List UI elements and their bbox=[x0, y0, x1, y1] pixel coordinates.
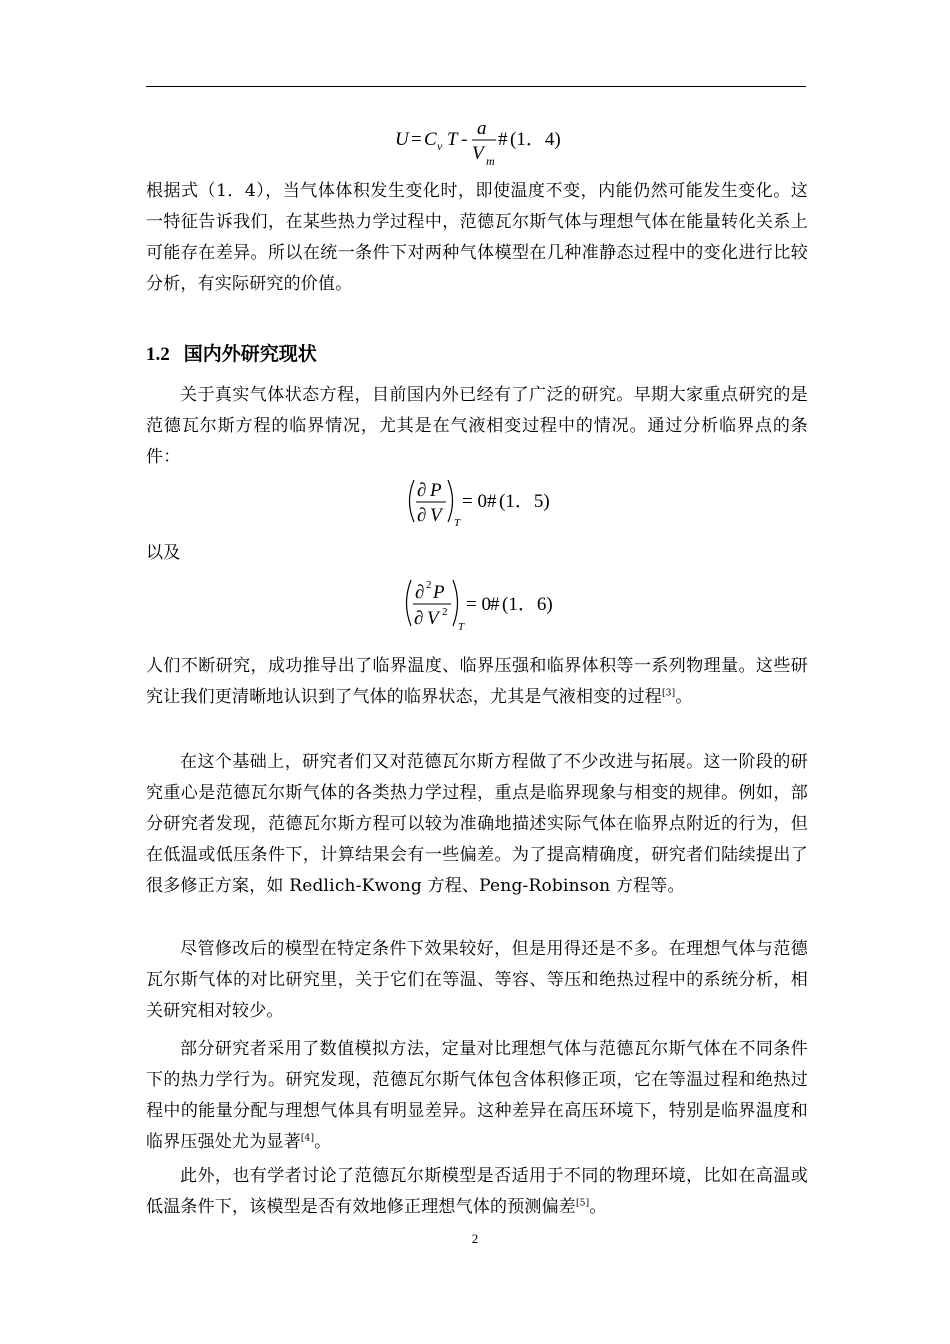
citation-3[interactable]: [3] bbox=[662, 688, 676, 699]
citation-5[interactable]: [5] bbox=[576, 1198, 590, 1209]
eq14-c: C bbox=[424, 129, 437, 150]
paragraph-6: 尽管修改后的模型在特定条件下效果较好，但是用得还是不多。在理想气体与范德瓦尔斯气体的对比研究里，关于它们在等温、等容、等压和绝热过程中的系统分析，相关研究相对较少。 bbox=[146, 939, 808, 1021]
paragraph-8-end: 。 bbox=[589, 1197, 607, 1217]
eq16-den-power: 2 bbox=[442, 606, 448, 618]
eq14-minus: - bbox=[461, 129, 468, 150]
paragraph-8 bbox=[146, 1161, 808, 1223]
eq15-den-var: V bbox=[430, 505, 442, 526]
section-title: 国内外研究现状 bbox=[183, 343, 317, 365]
eq15-paren-left bbox=[410, 480, 415, 522]
eq15-num-var: P bbox=[430, 480, 442, 501]
eq15-num-partial: ∂ bbox=[417, 480, 427, 501]
eq16-rhs: = 0 bbox=[466, 594, 491, 615]
section-number: 1.2 bbox=[146, 344, 170, 365]
paragraph-7 bbox=[146, 1034, 808, 1158]
eq16-paren-right bbox=[453, 580, 458, 626]
eq14-frac-den: V bbox=[472, 143, 484, 164]
paragraph-4-end: 。 bbox=[675, 687, 693, 707]
eq16-tag: # bbox=[490, 594, 500, 615]
eq16-den-var: V bbox=[427, 608, 439, 629]
eq15-den-partial: ∂ bbox=[417, 505, 427, 526]
eq16-num-var: P bbox=[433, 582, 445, 603]
eq14-equals: = bbox=[411, 129, 422, 150]
eq16-den-partial: ∂ bbox=[414, 608, 424, 629]
eq15-rhs: = 0 bbox=[462, 491, 487, 512]
section-heading bbox=[146, 339, 317, 370]
eq16-paren-left bbox=[407, 580, 412, 626]
eq16-number: (1．6) bbox=[502, 594, 553, 615]
equation-1-4 bbox=[0, 112, 950, 172]
paragraph-8-text: 此外，也有学者讨论了范德瓦尔斯模型是否适用于不同的物理环境，比如在高温或低温条件下，该模型是否有效地修正理想气体的预测偏差 bbox=[146, 1166, 808, 1217]
eq14-c-sub: v bbox=[437, 139, 443, 153]
paragraph-7-text: 部分研究者采用了数值模拟方法，定量对比理想气体与范德瓦尔斯气体在不同条件下的热力学行为。研究发现，范德瓦尔斯气体包含体积修正项，它在等温过程和绝热过程中的能量分配与理想气体具有明显差异。这种差异在高压环境下，特别是临界温度和临界压强处尤为显著 bbox=[146, 1039, 808, 1152]
eq16-num-partial: ∂ bbox=[415, 582, 425, 603]
paragraph-1: 根据式（1．4），当气体体积发生变化时，即使温度不变，内能仍然可能发生变化。这一特征告诉我们，在某些热力学过程中，范德瓦尔斯气体与理想气体在能量转化关系上可能存在差异。所以在统一条件下对两种气体模型在几种准静态过程中的变化进行比较分析，有实际研究的价值。 bbox=[146, 181, 808, 294]
paragraph-5: 在这个基础上，研究者们又对范德瓦尔斯方程做了不少改进与拓展。这一阶段的研究重心是范德瓦尔斯气体的各类热力学过程，重点是临界现象与相变的规律。例如，部分研究者发现，范德瓦尔斯方程可以较为准确地描述实际气体在临界点附近的行为，但在低温或低压条件下，计算结果会有一些偏差。为了提高精确度，研究者们陆续提出了很多修正方案，如 Redlich-Kwong 方程、Peng-Robinson 方程等。 bbox=[146, 752, 808, 896]
paragraph-3: 以及 bbox=[146, 543, 181, 563]
eq15-subscript: T bbox=[454, 517, 461, 529]
eq14-frac-num: a bbox=[477, 118, 487, 139]
paragraph-4 bbox=[146, 651, 808, 713]
eq15-paren-right bbox=[448, 480, 453, 522]
page-number: 2 bbox=[471, 1231, 479, 1246]
eq15-number: (1．5) bbox=[499, 491, 550, 512]
paragraph-7-end: 。 bbox=[314, 1132, 332, 1152]
eq14-number: (1．4) bbox=[510, 129, 561, 150]
eq16-num-power: 2 bbox=[426, 579, 432, 591]
eq14-tag: # bbox=[498, 129, 508, 150]
header-rule bbox=[146, 86, 806, 87]
eq14-lhs: U bbox=[395, 129, 409, 150]
eq15-tag: # bbox=[487, 491, 497, 512]
eq14-t: T bbox=[447, 129, 458, 150]
eq14-frac-den-sub: m bbox=[486, 154, 495, 168]
citation-4[interactable]: [4] bbox=[300, 1133, 315, 1144]
paragraph-2: 关于真实气体状态方程，目前国内外已经有了广泛的研究。早期大家重点研究的是范德瓦尔斯方程的临界情况，尤其是在气液相变过程中的情况。通过分析临界点的条件： bbox=[146, 385, 808, 467]
eq16-subscript: T bbox=[458, 621, 465, 633]
paragraph-4-text: 人们不断研究，成功推导出了临界温度、临界压强和临界体积等一系列物理量。这些研究让我们更清晰地认识到了气体的临界状态，尤其是气液相变的过程 bbox=[146, 656, 808, 707]
equation-1-5 bbox=[0, 474, 950, 534]
equation-1-6 bbox=[0, 574, 950, 634]
